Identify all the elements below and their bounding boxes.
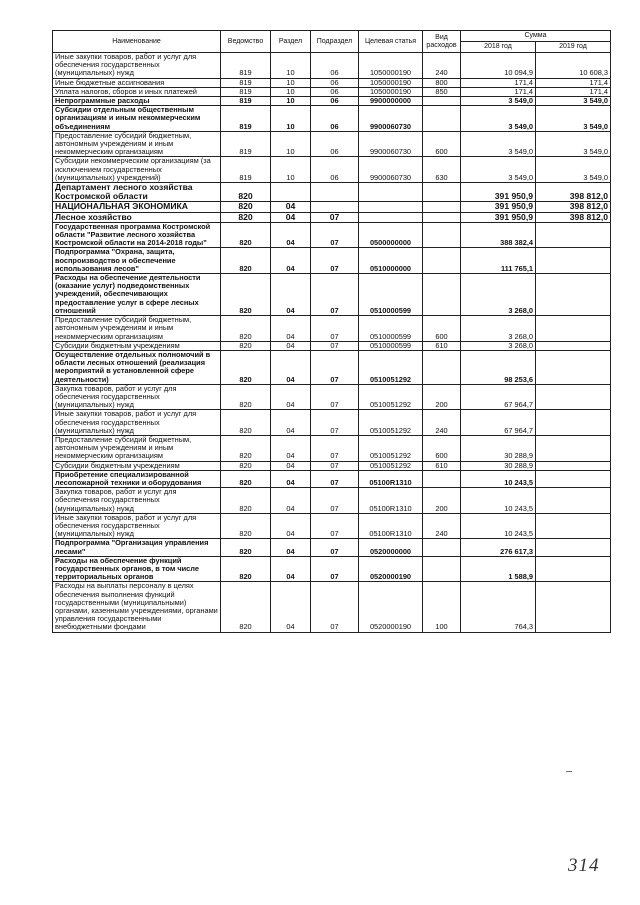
row-sum-2018: 3 549,0 xyxy=(461,157,536,183)
row-section: 10 xyxy=(271,53,311,79)
row-expense-type: 200 xyxy=(423,488,461,514)
row-expense-type: 240 xyxy=(423,513,461,539)
row-target xyxy=(359,212,423,222)
row-sum-2019: 171,4 xyxy=(536,87,611,96)
row-sum-2018: 764,3 xyxy=(461,582,536,632)
table-row xyxy=(53,106,611,132)
row-sum-2019: 3 549,0 xyxy=(536,97,611,106)
row-department: 820 xyxy=(221,435,271,461)
row-department: 820 xyxy=(221,341,271,350)
column-header-name: Наименование xyxy=(53,31,221,53)
row-department: 820 xyxy=(221,461,271,470)
row-section: 04 xyxy=(271,316,311,342)
row-section: 04 xyxy=(271,435,311,461)
table-row xyxy=(53,183,611,202)
row-target: 05100R1310 xyxy=(359,470,423,487)
row-sum-2018: 30 288,9 xyxy=(461,435,536,461)
row-subsection: 06 xyxy=(311,78,359,87)
table-row xyxy=(53,248,611,274)
row-sum-2018: 171,4 xyxy=(461,78,536,87)
table-row xyxy=(53,350,611,384)
row-section: 10 xyxy=(271,97,311,106)
column-header-section: Раздел xyxy=(271,31,311,53)
row-department: 820 xyxy=(221,202,271,212)
row-target: 1050000190 xyxy=(359,53,423,79)
row-sum-2019 xyxy=(536,248,611,274)
row-expense-type xyxy=(423,556,461,582)
row-department: 820 xyxy=(221,488,271,514)
row-sum-2019 xyxy=(536,350,611,384)
row-sum-2019: 3 549,0 xyxy=(536,131,611,157)
table-body xyxy=(53,53,611,633)
row-department: 819 xyxy=(221,157,271,183)
pen-mark xyxy=(566,771,572,772)
row-sum-2019: 398 812,0 xyxy=(536,212,611,222)
row-name: Предоставление субсидий бюджетным, автономным учреждениям и иным некоммерческим организациям xyxy=(53,131,221,157)
row-department: 820 xyxy=(221,222,271,248)
table-row xyxy=(53,78,611,87)
row-subsection: 06 xyxy=(311,87,359,96)
row-section: 10 xyxy=(271,87,311,96)
table-row xyxy=(53,316,611,342)
row-department: 819 xyxy=(221,131,271,157)
row-department: 820 xyxy=(221,582,271,632)
column-header-year-2018: 2018 год xyxy=(461,42,536,53)
row-name: Иные бюджетные ассигнования xyxy=(53,78,221,87)
row-section: 04 xyxy=(271,202,311,212)
table-row xyxy=(53,410,611,436)
row-section: 04 xyxy=(271,248,311,274)
row-sum-2019 xyxy=(536,384,611,410)
column-header-expense-type: Вид расходов xyxy=(423,31,461,53)
row-sum-2019 xyxy=(536,222,611,248)
row-expense-type: 850 xyxy=(423,87,461,96)
row-sum-2018: 98 253,6 xyxy=(461,350,536,384)
row-name: Расходы на обеспечение функций государственных органов, в том числе территориальных органов xyxy=(53,556,221,582)
row-sum-2018: 67 964,7 xyxy=(461,384,536,410)
row-target: 0500000000 xyxy=(359,222,423,248)
row-expense-type xyxy=(423,202,461,212)
row-target: 9900000000 xyxy=(359,97,423,106)
row-section: 10 xyxy=(271,157,311,183)
column-header-target: Целевая статья xyxy=(359,31,423,53)
row-section: 04 xyxy=(271,461,311,470)
row-sum-2019 xyxy=(536,410,611,436)
table-row xyxy=(53,384,611,410)
row-section: 10 xyxy=(271,106,311,132)
row-name: Государственная программа Костромской области "Развитие лесного хозяйства Костромской области на 2014-2018 годы" xyxy=(53,222,221,248)
row-expense-type: 610 xyxy=(423,461,461,470)
row-section: 04 xyxy=(271,556,311,582)
row-sum-2018: 30 288,9 xyxy=(461,461,536,470)
table-row xyxy=(53,202,611,212)
row-sum-2019 xyxy=(536,341,611,350)
row-department: 820 xyxy=(221,350,271,384)
row-expense-type xyxy=(423,248,461,274)
row-name: Субсидии отдельным общественным организациям и иным некоммерческим объединениям xyxy=(53,106,221,132)
row-name: Департамент лесного хозяйства Костромской области xyxy=(53,183,221,202)
table-row xyxy=(53,488,611,514)
row-sum-2018: 10 243,5 xyxy=(461,513,536,539)
row-target: 1050000190 xyxy=(359,78,423,87)
row-target: 9900060730 xyxy=(359,106,423,132)
row-subsection: 07 xyxy=(311,435,359,461)
row-sum-2019 xyxy=(536,461,611,470)
row-expense-type: 800 xyxy=(423,78,461,87)
row-subsection: 07 xyxy=(311,488,359,514)
row-subsection: 07 xyxy=(311,539,359,556)
row-sum-2018: 111 765,1 xyxy=(461,248,536,274)
row-expense-type xyxy=(423,183,461,202)
row-target: 0510051292 xyxy=(359,410,423,436)
row-sum-2018: 3 268,0 xyxy=(461,341,536,350)
row-subsection: 07 xyxy=(311,222,359,248)
table-row xyxy=(53,274,611,316)
row-subsection: 06 xyxy=(311,131,359,157)
row-sum-2019: 10 608,3 xyxy=(536,53,611,79)
row-sum-2018: 391 950,9 xyxy=(461,202,536,212)
row-name: Субсидии бюджетным учреждениям xyxy=(53,461,221,470)
row-sum-2019 xyxy=(536,274,611,316)
table-row xyxy=(53,513,611,539)
table-row xyxy=(53,470,611,487)
row-sum-2018: 388 382,4 xyxy=(461,222,536,248)
row-department: 820 xyxy=(221,274,271,316)
row-target: 05100R1310 xyxy=(359,513,423,539)
row-name: Лесное хозяйство xyxy=(53,212,221,222)
row-target xyxy=(359,183,423,202)
row-subsection: 07 xyxy=(311,274,359,316)
row-department: 820 xyxy=(221,470,271,487)
row-sum-2019: 398 812,0 xyxy=(536,183,611,202)
row-sum-2019: 3 549,0 xyxy=(536,106,611,132)
budget-sheet xyxy=(52,30,610,633)
row-department: 819 xyxy=(221,78,271,87)
row-department: 820 xyxy=(221,410,271,436)
row-sum-2019: 398 812,0 xyxy=(536,202,611,212)
row-target: 0510000599 xyxy=(359,316,423,342)
row-sum-2018: 171,4 xyxy=(461,87,536,96)
row-section: 04 xyxy=(271,341,311,350)
row-name: Подпрограмма "Организация управления лесами" xyxy=(53,539,221,556)
budget-table xyxy=(52,30,611,633)
row-name: Закупка товаров, работ и услуг для обеспечения государственных (муниципальных) нужд xyxy=(53,384,221,410)
row-name: Расходы на обеспечение деятельности (оказание услуг) подведомственных учреждений, обеспечивающих предоставление услуг в сфере лесных отношений xyxy=(53,274,221,316)
row-subsection: 07 xyxy=(311,248,359,274)
page-number: 314 xyxy=(568,855,600,876)
row-section: 04 xyxy=(271,513,311,539)
table-row xyxy=(53,222,611,248)
row-section: 04 xyxy=(271,222,311,248)
row-expense-type: 240 xyxy=(423,53,461,79)
table-row xyxy=(53,212,611,222)
row-section: 04 xyxy=(271,539,311,556)
row-name: Подпрограмма "Охрана, защита, воспроизводство и обеспечение использования лесов" xyxy=(53,248,221,274)
row-target: 0510051292 xyxy=(359,384,423,410)
row-expense-type xyxy=(423,350,461,384)
column-header-year-2019: 2019 год xyxy=(536,42,611,53)
row-sum-2018: 10 094,9 xyxy=(461,53,536,79)
row-expense-type: 600 xyxy=(423,131,461,157)
row-expense-type xyxy=(423,222,461,248)
row-name: Предоставление субсидий бюджетным, автономным учреждениям и иным некоммерческим организациям xyxy=(53,316,221,342)
row-subsection: 06 xyxy=(311,157,359,183)
table-row xyxy=(53,539,611,556)
row-department: 820 xyxy=(221,316,271,342)
row-subsection: 07 xyxy=(311,316,359,342)
row-subsection xyxy=(311,202,359,212)
column-header-subsection: Подраздел xyxy=(311,31,359,53)
table-row xyxy=(53,131,611,157)
row-department: 819 xyxy=(221,87,271,96)
row-name: Уплата налогов, сборов и иных платежей xyxy=(53,87,221,96)
row-sum-2018: 391 950,9 xyxy=(461,183,536,202)
row-section: 04 xyxy=(271,470,311,487)
row-subsection: 07 xyxy=(311,513,359,539)
row-section: 04 xyxy=(271,212,311,222)
row-section: 04 xyxy=(271,350,311,384)
row-target: 0510000599 xyxy=(359,274,423,316)
row-target: 05100R1310 xyxy=(359,488,423,514)
row-subsection: 07 xyxy=(311,556,359,582)
row-target: 0510051292 xyxy=(359,350,423,384)
row-expense-type: 600 xyxy=(423,435,461,461)
table-row xyxy=(53,582,611,632)
row-subsection: 07 xyxy=(311,461,359,470)
row-name: Субсидии некоммерческим организациям (за исключением государственных (муниципальных) учреждений) xyxy=(53,157,221,183)
row-target: 9900060730 xyxy=(359,131,423,157)
row-section: 04 xyxy=(271,274,311,316)
row-subsection: 07 xyxy=(311,384,359,410)
row-sum-2018: 276 617,3 xyxy=(461,539,536,556)
row-department: 819 xyxy=(221,53,271,79)
row-target: 0510051292 xyxy=(359,435,423,461)
row-sum-2018: 67 964,7 xyxy=(461,410,536,436)
row-department: 820 xyxy=(221,212,271,222)
row-section: 04 xyxy=(271,582,311,632)
row-expense-type: 610 xyxy=(423,341,461,350)
row-sum-2019 xyxy=(536,513,611,539)
column-header-sum: Сумма xyxy=(461,31,611,42)
row-target: 0510000599 xyxy=(359,341,423,350)
row-sum-2019 xyxy=(536,539,611,556)
row-sum-2018: 391 950,9 xyxy=(461,212,536,222)
row-sum-2019 xyxy=(536,556,611,582)
row-name: Иные закупки товаров, работ и услуг для обеспечения государственных (муниципальных) нужд xyxy=(53,53,221,79)
row-name: Иные закупки товаров, работ и услуг для обеспечения государственных (муниципальных) нужд xyxy=(53,410,221,436)
row-department: 820 xyxy=(221,539,271,556)
row-subsection xyxy=(311,183,359,202)
table-row xyxy=(53,461,611,470)
row-expense-type xyxy=(423,97,461,106)
row-sum-2018: 3 549,0 xyxy=(461,106,536,132)
row-target: 0510051292 xyxy=(359,461,423,470)
row-sum-2018: 1 588,9 xyxy=(461,556,536,582)
row-name: НАЦИОНАЛЬНАЯ ЭКОНОМИКА xyxy=(53,202,221,212)
row-sum-2018: 3 549,0 xyxy=(461,131,536,157)
row-sum-2019: 3 549,0 xyxy=(536,157,611,183)
table-row xyxy=(53,556,611,582)
row-target: 0520000190 xyxy=(359,582,423,632)
row-expense-type: 630 xyxy=(423,157,461,183)
row-expense-type xyxy=(423,274,461,316)
row-name: Приобретение специализированной лесопожарной техники и оборудования xyxy=(53,470,221,487)
row-sum-2018: 3 268,0 xyxy=(461,274,536,316)
row-sum-2019: 171,4 xyxy=(536,78,611,87)
row-expense-type: 600 xyxy=(423,316,461,342)
row-target: 0520000000 xyxy=(359,539,423,556)
row-department: 819 xyxy=(221,97,271,106)
row-name: Непрограммные расходы xyxy=(53,97,221,106)
row-expense-type: 100 xyxy=(423,582,461,632)
row-name: Предоставление субсидий бюджетным, автономным учреждениям и иным некоммерческим организациям xyxy=(53,435,221,461)
row-department: 819 xyxy=(221,106,271,132)
row-subsection: 06 xyxy=(311,97,359,106)
row-department: 820 xyxy=(221,513,271,539)
row-expense-type xyxy=(423,539,461,556)
row-department: 820 xyxy=(221,556,271,582)
row-name: Закупка товаров, работ и услуг для обеспечения государственных (муниципальных) нужд xyxy=(53,488,221,514)
row-expense-type xyxy=(423,212,461,222)
row-section: 04 xyxy=(271,384,311,410)
row-target xyxy=(359,202,423,212)
row-subsection: 07 xyxy=(311,350,359,384)
table-row xyxy=(53,435,611,461)
row-sum-2019 xyxy=(536,316,611,342)
row-section: 04 xyxy=(271,410,311,436)
row-sum-2019 xyxy=(536,435,611,461)
row-sum-2018: 10 243,5 xyxy=(461,488,536,514)
row-department: 820 xyxy=(221,183,271,202)
row-subsection: 07 xyxy=(311,341,359,350)
row-expense-type: 200 xyxy=(423,384,461,410)
row-name: Иные закупки товаров, работ и услуг для обеспечения государственных (муниципальных) нужд xyxy=(53,513,221,539)
row-sum-2019 xyxy=(536,488,611,514)
table-row xyxy=(53,157,611,183)
row-target: 9900060730 xyxy=(359,157,423,183)
row-section xyxy=(271,183,311,202)
column-header-department: Ведомство xyxy=(221,31,271,53)
row-expense-type: 240 xyxy=(423,410,461,436)
row-name: Субсидии бюджетным учреждениям xyxy=(53,341,221,350)
row-target: 1050000190 xyxy=(359,87,423,96)
row-subsection: 06 xyxy=(311,106,359,132)
row-subsection: 06 xyxy=(311,53,359,79)
row-expense-type xyxy=(423,106,461,132)
row-section: 10 xyxy=(271,78,311,87)
row-sum-2018: 3 549,0 xyxy=(461,97,536,106)
row-subsection: 07 xyxy=(311,410,359,436)
row-sum-2018: 10 243,5 xyxy=(461,470,536,487)
row-subsection: 07 xyxy=(311,212,359,222)
row-section: 10 xyxy=(271,131,311,157)
table-row xyxy=(53,53,611,79)
row-subsection: 07 xyxy=(311,582,359,632)
row-name: Осуществление отдельных полномочий в области лесных отношений (реализация мероприятий в установленной сфере деятельности) xyxy=(53,350,221,384)
row-expense-type xyxy=(423,470,461,487)
row-section: 04 xyxy=(271,488,311,514)
row-name: Расходы на выплаты персоналу в целях обеспечения выполнения функций государственными (муниципальными) органами, казенными учреждениями, органами управления государственными внебюджетными фондами xyxy=(53,582,221,632)
row-target: 0510000000 xyxy=(359,248,423,274)
row-sum-2018: 3 268,0 xyxy=(461,316,536,342)
row-subsection: 07 xyxy=(311,470,359,487)
row-department: 820 xyxy=(221,248,271,274)
row-target: 0520000190 xyxy=(359,556,423,582)
row-sum-2019 xyxy=(536,582,611,632)
row-sum-2019 xyxy=(536,470,611,487)
row-department: 820 xyxy=(221,384,271,410)
